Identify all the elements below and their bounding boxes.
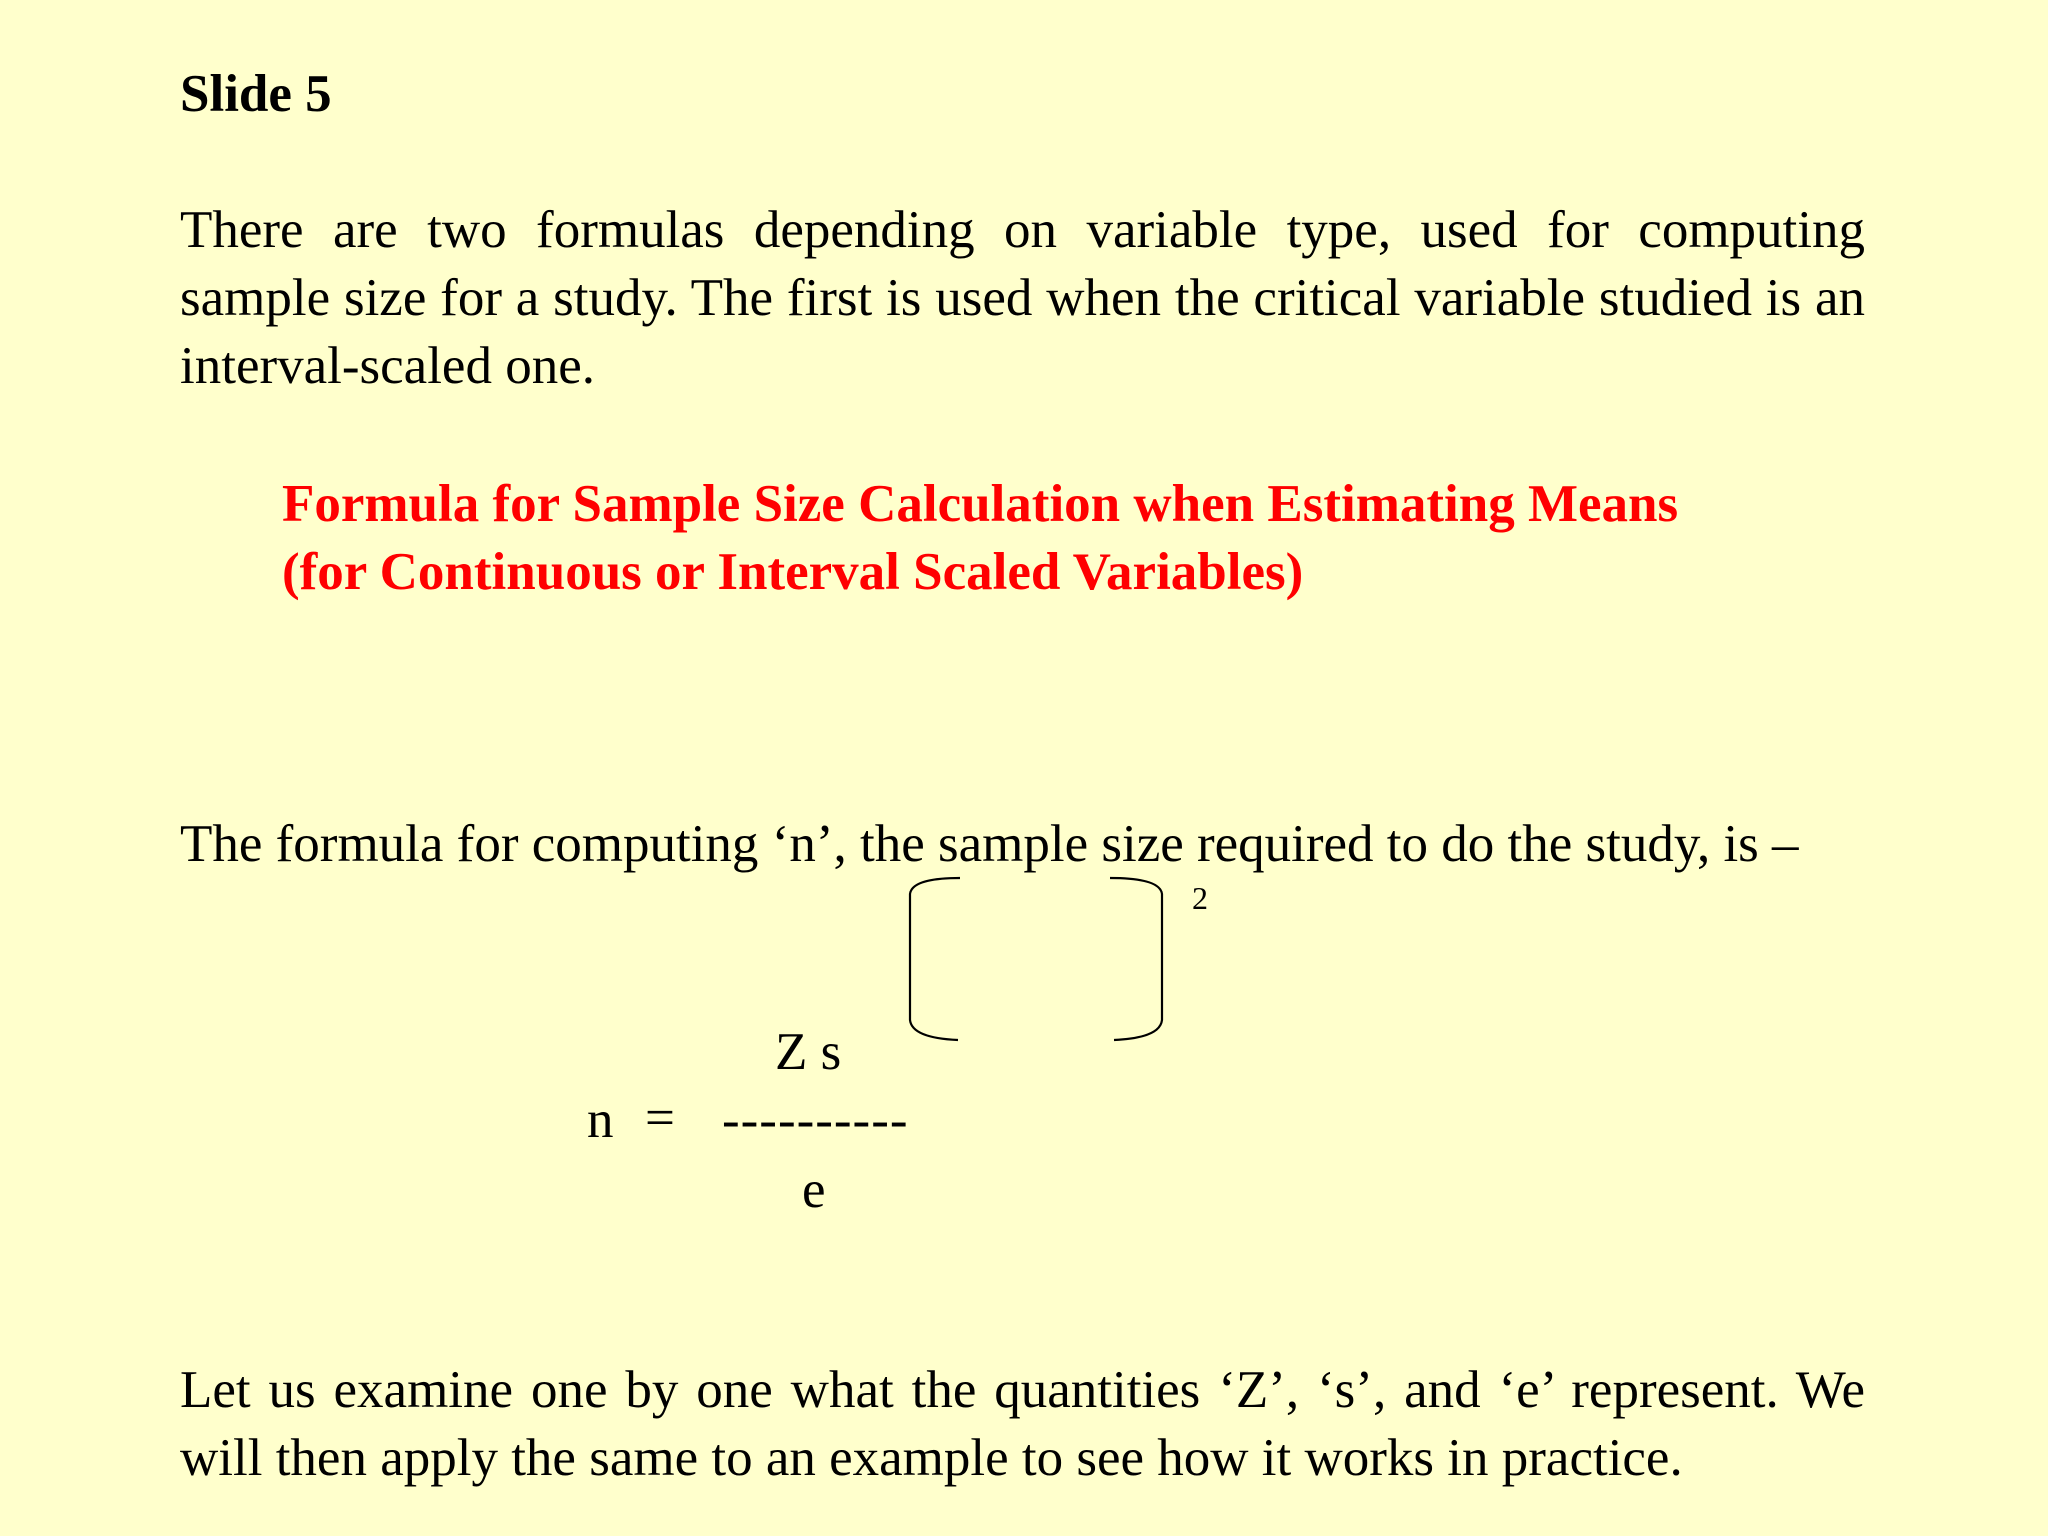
formula-brackets [900,868,1170,1048]
formula-intro-paragraph: The formula for computing ‘n’, the sample size required to do the study, is – [180,815,1799,873]
formula-heading [282,470,1842,606]
formula-equals: = [645,1089,675,1147]
formula-fraction-bar: ---------- [722,1091,909,1149]
formula-heading-line-1: Formula for Sample Size Calculation when Estimating Means [282,475,1679,533]
left-bracket [910,878,960,1040]
formula-lhs: n [587,1091,614,1149]
slide-title: Slide 5 [180,65,332,123]
formula-heading-line-2: (for Continuous or Interval Scaled Variables) [282,543,1304,601]
formula-exponent: 2 [1192,880,1208,916]
intro-paragraph: There are two formulas depending on variable type, used for computing sample size for a study. The first is used when the critical variable studied is an interval-scaled one. [180,201,1865,395]
outro-paragraph: Let us examine one by one what the quantities ‘Z’, ‘s’, and ‘e’ represent. We will then apply the same to an example to see how it works in practice. [180,1361,1865,1487]
formula-denominator: e [802,1161,826,1219]
formula-numerator: Z s [775,1023,842,1081]
right-bracket [1110,878,1162,1040]
